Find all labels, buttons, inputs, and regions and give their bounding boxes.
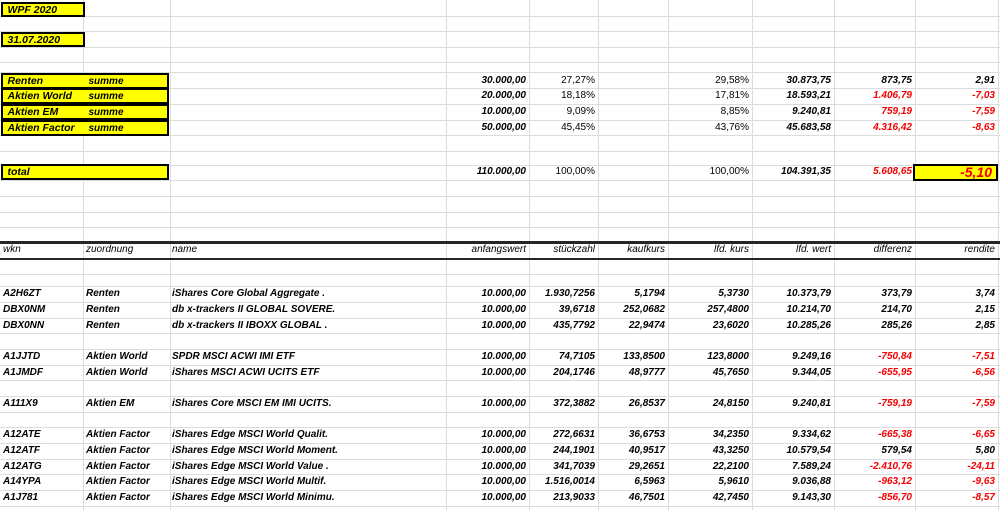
cell-rendite[interactable]: 2,91 — [975, 74, 995, 86]
cell-kaufkurs[interactable]: 5,1794 — [634, 288, 665, 300]
cell-zuordnung[interactable]: Renten — [86, 288, 120, 300]
summe-label: summe — [88, 107, 124, 119]
cell-stueckzahl[interactable]: 74,7105 — [558, 350, 595, 362]
cell-wkn[interactable]: A1J781 — [3, 492, 39, 503]
cell-wkn[interactable]: A1JMDF — [3, 366, 44, 378]
cell-stueckzahl[interactable]: 1.516,0014 — [544, 476, 595, 488]
cell-lfd-wert[interactable]: 104.391,35 — [780, 166, 831, 178]
table-row — [0, 318, 1000, 334]
summe-label: summe — [88, 75, 124, 87]
cell-lfd-kurs[interactable]: 5,9610 — [718, 476, 749, 488]
header-anfangswert[interactable]: anfangswert — [471, 244, 526, 256]
cell-differenz[interactable]: 579,54 — [881, 445, 912, 456]
cell-name[interactable]: iShares Edge MSCI World Moment. — [172, 445, 338, 456]
cell-zuordnung[interactable]: Aktien World — [86, 366, 148, 378]
cell-name[interactable]: iShares Edge MSCI World Qualit. — [172, 429, 328, 441]
cell-stueckzahl[interactable]: 372,3882 — [553, 397, 595, 409]
cell-anfangswert[interactable]: 10.000,00 — [481, 303, 526, 315]
cell-kaufkurs[interactable]: 133,8500 — [623, 350, 665, 362]
cell-anfangswert[interactable]: 10.000,00 — [481, 476, 526, 488]
cell-name[interactable]: db x-trackers II GLOBAL SOVERE. — [172, 303, 336, 315]
cell-lfd-wert[interactable]: 9.344,05 — [792, 366, 831, 378]
cell-rendite[interactable]: -8,57 — [972, 492, 995, 503]
cell-differenz[interactable]: 214,70 — [881, 303, 912, 315]
table-row — [0, 286, 1000, 302]
cell-anfangswert[interactable]: 10.000,00 — [481, 288, 526, 300]
cell-lfd-wert[interactable]: 10.579,54 — [786, 445, 831, 456]
portfolio-title: WPF 2020 — [7, 3, 58, 16]
cell-anteil-ist[interactable]: 100,00% — [709, 166, 749, 178]
cell-differenz[interactable]: -655,95 — [878, 366, 912, 378]
cell-name[interactable]: iShares Core Global Aggregate . — [172, 288, 326, 300]
gridline-horizontal — [0, 196, 1000, 197]
header-rendite[interactable]: rendite — [964, 244, 995, 256]
cell-kaufkurs[interactable]: 26,8537 — [628, 397, 665, 409]
cell-anteil-plan[interactable]: 27,27% — [561, 74, 595, 86]
gridline-horizontal — [0, 274, 1000, 275]
cell-rendite[interactable]: 5,80 — [975, 445, 995, 456]
gridline-horizontal — [0, 180, 1000, 181]
cell-lfd-kurs[interactable]: 22,2100 — [712, 460, 749, 472]
cell-rendite[interactable]: -7,03 — [972, 90, 995, 102]
table-row — [0, 365, 1000, 381]
table-row — [0, 302, 1000, 318]
cell-stueckzahl[interactable]: 435,7792 — [553, 319, 595, 331]
gridline-horizontal — [0, 212, 1000, 213]
gridline-horizontal — [0, 333, 1000, 334]
cell-lfd-kurs[interactable]: 123,8000 — [707, 350, 749, 362]
header-name[interactable]: name — [172, 244, 198, 256]
cell-rendite[interactable]: -6,56 — [972, 366, 995, 378]
cell-rendite[interactable]: 2,15 — [975, 303, 995, 315]
cell-wkn[interactable]: A111X9 — [3, 397, 38, 409]
cell-anfangswert[interactable]: 10.000,00 — [481, 445, 526, 456]
cell-name[interactable]: iShares Edge MSCI World Minimu. — [172, 492, 335, 503]
report-date-cell[interactable] — [1, 32, 85, 48]
cell-rendite[interactable]: -7,51 — [972, 350, 995, 362]
cell-rendite[interactable]: -9,63 — [972, 476, 995, 488]
summe-label: summe — [88, 91, 124, 103]
total-rendite-value: -5,10 — [960, 163, 992, 180]
summary-label-aktien-em[interactable] — [1, 104, 169, 120]
total-label: total — [7, 166, 30, 179]
total-rendite-cell[interactable] — [913, 164, 998, 181]
cell-kaufkurs[interactable]: 22,9474 — [628, 319, 665, 331]
cell-rendite[interactable]: -7,59 — [972, 106, 995, 118]
cell-lfd-wert[interactable]: 9.240,81 — [792, 106, 831, 118]
category-label: Aktien EM — [7, 106, 59, 119]
cell-anfangswert[interactable]: 20.000,00 — [481, 90, 526, 102]
cell-lfd-kurs[interactable]: 45,7650 — [712, 366, 749, 378]
cell-stueckzahl[interactable]: 341,7039 — [553, 460, 595, 472]
cell-zuordnung[interactable]: Aktien Factor — [86, 429, 150, 441]
cell-differenz[interactable]: -856,70 — [878, 492, 912, 503]
cell-differenz[interactable]: -2.410,76 — [869, 460, 912, 472]
header-wkn[interactable]: wkn — [3, 244, 21, 256]
cell-stueckzahl[interactable]: 213,9033 — [553, 492, 595, 503]
summary-label-aktien-factor[interactable] — [1, 120, 169, 136]
cell-stueckzahl[interactable]: 244,1901 — [553, 445, 595, 456]
cell-anfangswert[interactable]: 10.000,00 — [481, 350, 526, 362]
cell-lfd-wert[interactable]: 9.240,81 — [792, 397, 831, 409]
cell-lfd-kurs[interactable]: 42,7450 — [712, 492, 749, 503]
header-zuordnung[interactable]: zuordnung — [86, 244, 134, 256]
cell-anfangswert[interactable]: 10.000,00 — [481, 366, 526, 378]
gridline-horizontal — [0, 31, 1000, 32]
cell-anteil-plan[interactable]: 45,45% — [561, 121, 595, 133]
cell-zuordnung[interactable]: Renten — [86, 319, 120, 331]
cell-name[interactable]: iShares Core MSCI EM IMI UCITS. — [172, 397, 332, 409]
cell-wkn[interactable]: DBX0NN — [3, 319, 45, 331]
cell-differenz[interactable]: 1.406,79 — [873, 90, 912, 102]
cell-differenz[interactable]: -750,84 — [878, 350, 912, 362]
cell-anteil-plan[interactable]: 100,00% — [555, 166, 595, 178]
cell-rendite[interactable]: -8,63 — [972, 121, 995, 133]
cell-rendite[interactable]: 3,74 — [975, 288, 995, 300]
category-label: Renten — [7, 74, 44, 87]
table-row — [0, 490, 1000, 506]
cell-name[interactable]: iShares Edge MSCI World Multif. — [172, 476, 327, 488]
category-label: Aktien World — [7, 90, 73, 103]
cell-anfangswert[interactable]: 10.000,00 — [481, 106, 526, 118]
cell-lfd-kurs[interactable]: 5,3730 — [718, 288, 749, 300]
cell-lfd-wert[interactable]: 18.593,21 — [786, 90, 831, 102]
cell-anteil-ist[interactable]: 17,81% — [715, 90, 749, 102]
cell-differenz[interactable]: -759,19 — [878, 397, 912, 409]
portfolio-title-cell[interactable] — [1, 2, 85, 18]
cell-rendite[interactable]: 2,85 — [975, 319, 995, 331]
cell-anfangswert[interactable]: 10.000,00 — [481, 460, 526, 472]
cell-kaufkurs[interactable]: 40,9517 — [628, 445, 665, 456]
cell-anfangswert[interactable]: 10.000,00 — [481, 397, 526, 409]
header-stueckzahl[interactable]: stückzahl — [553, 244, 595, 256]
summe-label: summe — [88, 122, 124, 134]
gridline-horizontal — [0, 62, 1000, 63]
cell-name[interactable]: SPDR MSCI ACWI IMI ETF — [172, 350, 295, 362]
cell-lfd-wert[interactable]: 10.214,70 — [786, 303, 831, 315]
cell-anfangswert[interactable]: 50.000,00 — [481, 121, 526, 133]
cell-anteil-plan[interactable]: 9,09% — [566, 106, 595, 118]
cell-lfd-wert[interactable]: 45.683,58 — [786, 121, 831, 133]
cell-kaufkurs[interactable]: 48,9777 — [628, 366, 665, 378]
header-lfd-wert[interactable]: lfd. wert — [795, 244, 831, 256]
cell-lfd-wert[interactable]: 9.036,88 — [792, 476, 831, 488]
report-date: 31.07.2020 — [7, 33, 61, 46]
cell-zuordnung[interactable]: Aktien EM — [86, 397, 135, 409]
gridline-horizontal — [0, 16, 1000, 17]
cell-lfd-wert[interactable]: 9.334,62 — [792, 429, 831, 441]
cell-differenz[interactable]: 873,75 — [881, 74, 912, 86]
cell-lfd-kurs[interactable]: 34,2350 — [712, 429, 749, 441]
cell-zuordnung[interactable]: Aktien Factor — [86, 476, 150, 488]
cell-differenz[interactable]: 4.316,42 — [873, 121, 912, 133]
cell-lfd-wert[interactable]: 9.143,30 — [792, 492, 831, 503]
cell-anteil-ist[interactable]: 43,76% — [715, 121, 749, 133]
cell-lfd-wert[interactable]: 9.249,16 — [792, 350, 831, 362]
table-row — [0, 427, 1000, 443]
cell-rendite[interactable]: -7,59 — [972, 397, 995, 409]
table-header-row — [0, 243, 1000, 257]
gridline-horizontal — [0, 506, 1000, 507]
total-label-cell[interactable] — [1, 164, 169, 180]
gridline-horizontal — [0, 47, 1000, 48]
table-row — [0, 459, 1000, 475]
gridline-horizontal — [0, 151, 1000, 152]
summary-label-renten[interactable] — [1, 73, 169, 89]
table-header-bottom-border — [0, 258, 1000, 260]
category-label: Aktien Factor — [7, 121, 75, 134]
cell-anfangswert[interactable]: 10.000,00 — [481, 492, 526, 503]
cell-kaufkurs[interactable]: 29,2651 — [628, 460, 665, 472]
cell-zuordnung[interactable]: Aktien Factor — [86, 460, 150, 472]
cell-stueckzahl[interactable]: 1.930,7256 — [544, 288, 595, 300]
cell-stueckzahl[interactable]: 204,1746 — [553, 366, 595, 378]
cell-kaufkurs[interactable]: 46,7501 — [628, 492, 665, 503]
header-differenz[interactable]: differenz — [873, 244, 912, 256]
cell-zuordnung[interactable]: Aktien Factor — [86, 492, 150, 503]
table-row — [0, 443, 1000, 459]
cell-lfd-wert[interactable]: 7.589,24 — [792, 460, 831, 472]
cell-kaufkurs[interactable]: 6,5963 — [634, 476, 665, 488]
cell-name[interactable]: iShares MSCI ACWI UCITS ETF — [172, 366, 320, 378]
cell-wkn[interactable]: DBX0NM — [3, 303, 46, 315]
cell-differenz[interactable]: 285,26 — [881, 319, 912, 331]
cell-kaufkurs[interactable]: 36,6753 — [628, 429, 665, 441]
header-lfd-kurs[interactable]: lfd. kurs — [713, 244, 749, 256]
cell-lfd-kurs[interactable]: 24,8150 — [712, 397, 749, 409]
gridline-horizontal — [0, 227, 1000, 228]
cell-anfangswert[interactable]: 110.000,00 — [476, 166, 526, 178]
cell-anfangswert[interactable]: 10.000,00 — [481, 319, 526, 331]
cell-wkn[interactable]: A1JJTD — [3, 350, 41, 362]
cell-lfd-kurs[interactable]: 43,3250 — [712, 445, 749, 456]
cell-anteil-ist[interactable]: 29,58% — [715, 74, 749, 86]
cell-differenz[interactable]: 759,19 — [881, 106, 912, 118]
cell-wkn[interactable]: A12ATF — [3, 445, 41, 456]
cell-lfd-kurs[interactable]: 23,6020 — [712, 319, 749, 331]
gridline-horizontal — [0, 412, 1000, 413]
cell-stueckzahl[interactable]: 39,6718 — [558, 303, 595, 315]
cell-name[interactable]: iShares Edge MSCI World Value . — [172, 460, 329, 472]
table-row — [0, 474, 1000, 490]
cell-stueckzahl[interactable]: 272,6631 — [553, 429, 595, 441]
cell-kaufkurs[interactable]: 252,0682 — [623, 303, 665, 315]
cell-differenz[interactable]: 373,79 — [881, 288, 912, 300]
gridline-horizontal — [0, 380, 1000, 381]
cell-zuordnung[interactable]: Aktien World — [86, 350, 148, 362]
table-row — [0, 396, 1000, 412]
cell-rendite[interactable]: -6,65 — [972, 429, 995, 441]
cell-zuordnung[interactable]: Aktien Factor — [86, 445, 150, 456]
table-row — [0, 349, 1000, 365]
cell-wkn[interactable]: A12ATG — [3, 460, 42, 472]
cell-lfd-wert[interactable]: 10.373,79 — [786, 288, 831, 300]
summary-label-aktien-world[interactable] — [1, 88, 169, 104]
cell-name[interactable]: db x-trackers II IBOXX GLOBAL . — [172, 319, 328, 331]
cell-differenz[interactable]: 5.608,65 — [873, 166, 912, 178]
cell-anfangswert[interactable]: 10.000,00 — [481, 429, 526, 441]
cell-anteil-plan[interactable]: 18,18% — [561, 90, 595, 102]
cell-anteil-ist[interactable]: 8,85% — [720, 106, 749, 118]
cell-anfangswert[interactable]: 30.000,00 — [481, 74, 526, 86]
cell-wkn[interactable]: A2H6ZT — [3, 288, 41, 300]
cell-rendite[interactable]: -24,11 — [967, 460, 995, 472]
cell-zuordnung[interactable]: Renten — [86, 303, 120, 315]
cell-lfd-wert[interactable]: 30.873,75 — [786, 74, 831, 86]
cell-wkn[interactable]: A14YPA — [3, 476, 42, 488]
cell-differenz[interactable]: -963,12 — [878, 476, 912, 488]
cell-wkn[interactable]: A12ATE — [3, 429, 41, 441]
header-kaufkurs[interactable]: kaufkurs — [627, 244, 665, 256]
cell-differenz[interactable]: -665,38 — [878, 429, 912, 441]
cell-lfd-wert[interactable]: 10.285,26 — [786, 319, 831, 331]
cell-lfd-kurs[interactable]: 257,4800 — [707, 303, 749, 315]
